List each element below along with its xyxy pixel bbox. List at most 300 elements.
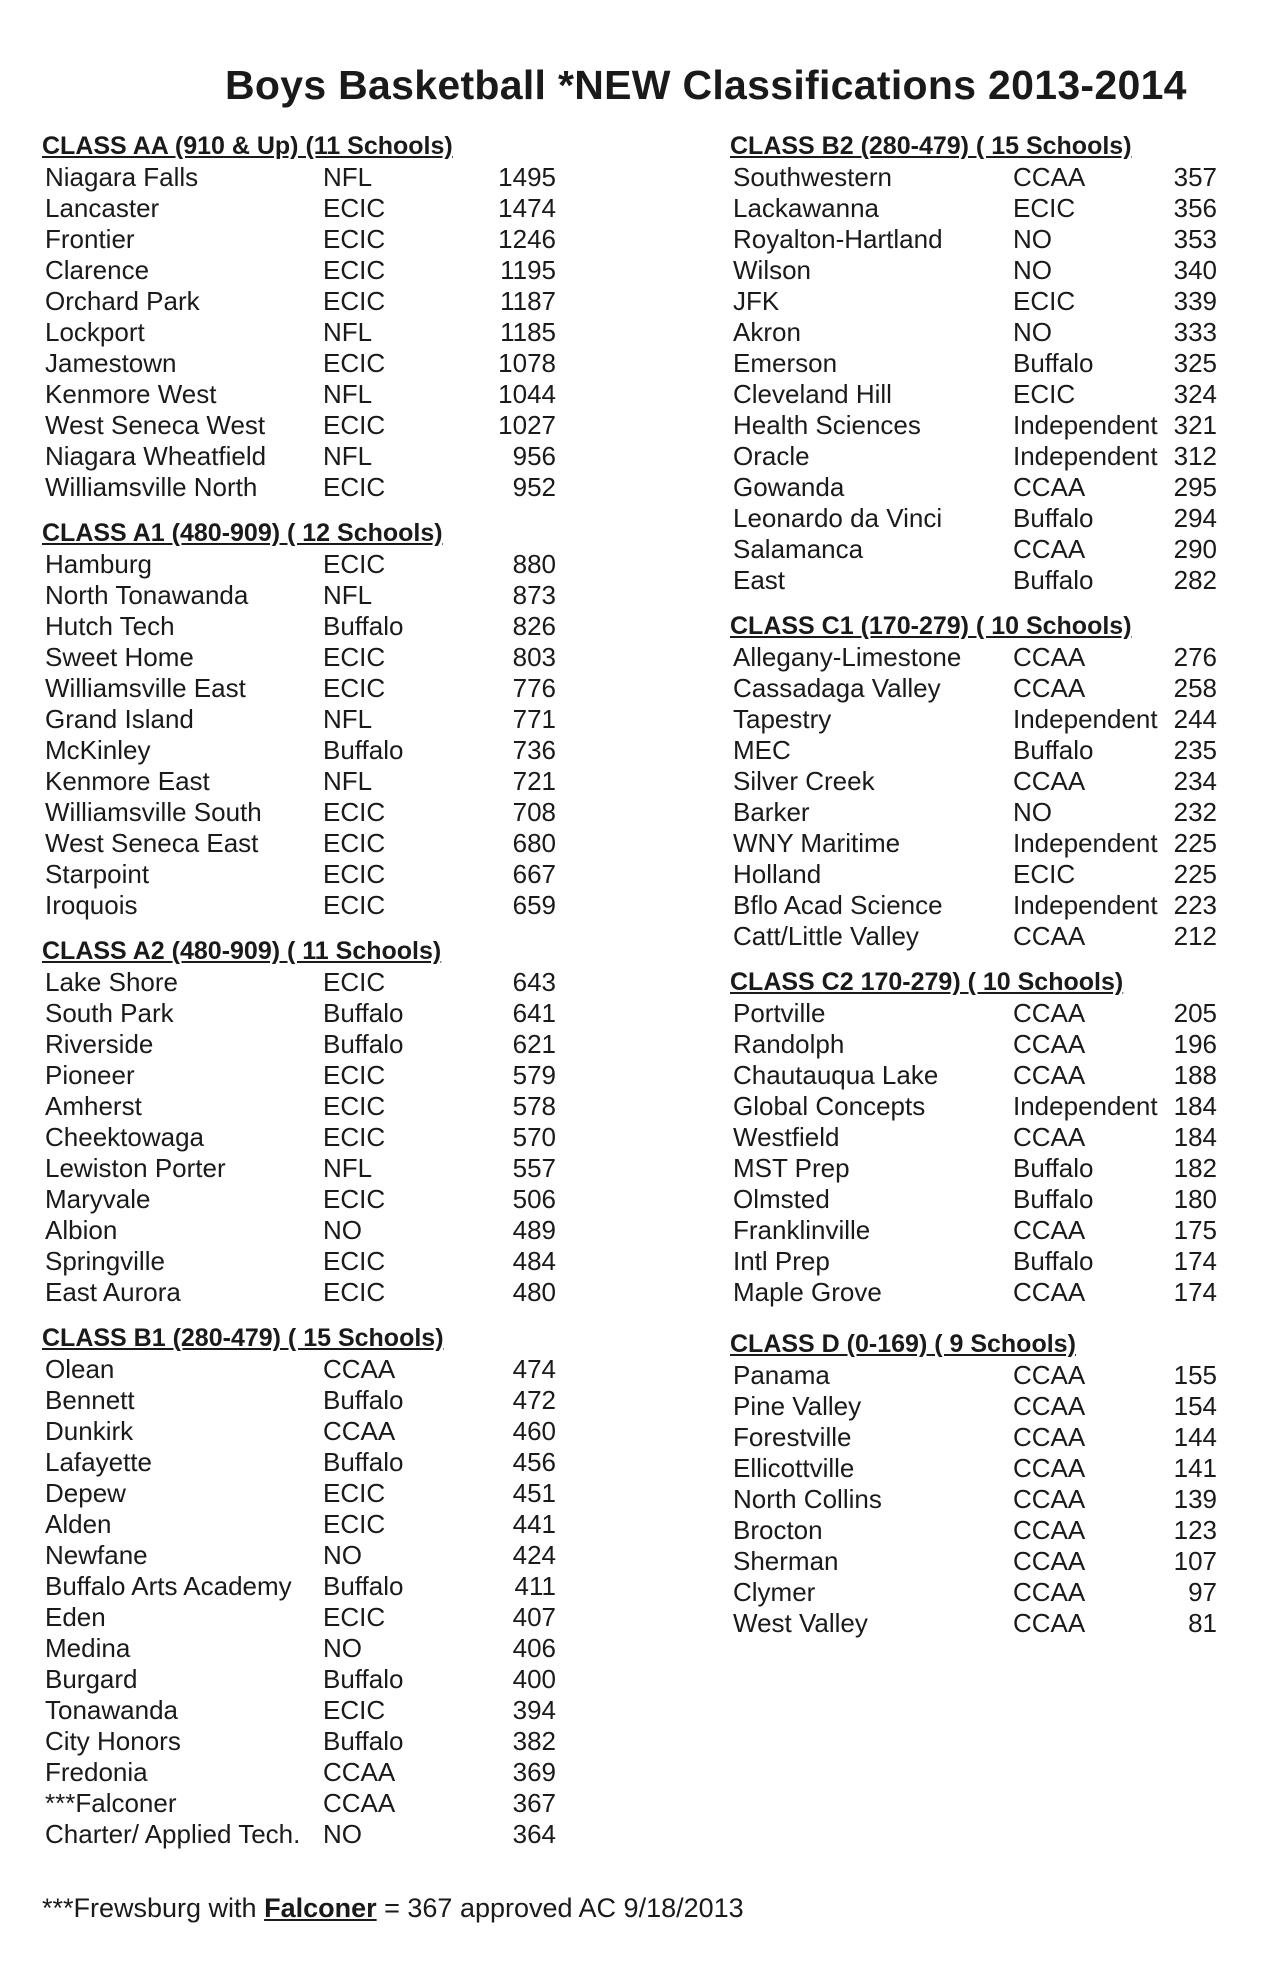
league: ECIC (323, 828, 386, 858)
enrollment: 276 (1173, 642, 1217, 672)
enrollment: 324 (1173, 379, 1217, 409)
league: ECIC (323, 224, 386, 254)
school-row (730, 642, 1230, 673)
school-name: WNY Maritime (733, 828, 901, 858)
school-name: Lafayette (45, 1447, 152, 1477)
league: ECIC (323, 1060, 386, 1090)
school-row (42, 1726, 556, 1757)
enrollment: 1495 (498, 162, 556, 192)
league: CCAA (323, 1788, 396, 1818)
school-row (42, 580, 556, 611)
school-name: Brocton (733, 1515, 823, 1545)
school-row (42, 162, 556, 193)
school-row (42, 348, 556, 379)
school-name: Olmsted (733, 1184, 830, 1214)
school-list (42, 549, 556, 921)
school-row (730, 1060, 1230, 1091)
enrollment: 367 (512, 1788, 556, 1818)
enrollment: 579 (512, 1060, 556, 1090)
league: CCAA (1013, 673, 1086, 703)
enrollment: 474 (512, 1354, 556, 1384)
league: CCAA (1013, 642, 1086, 672)
league: NFL (323, 766, 373, 796)
school-row (42, 1029, 556, 1060)
school-row (42, 1385, 556, 1416)
enrollment: 460 (512, 1416, 556, 1446)
school-row (730, 735, 1230, 766)
league: ECIC (323, 1695, 386, 1725)
school-name: Alden (45, 1509, 112, 1539)
school-name: Grand Island (45, 704, 194, 734)
footnote (42, 1893, 744, 1924)
enrollment: 174 (1173, 1277, 1217, 1307)
enrollment: 659 (512, 890, 556, 920)
enrollment: 340 (1173, 255, 1217, 285)
class-section (42, 517, 556, 921)
school-name: Lewiston Porter (45, 1153, 226, 1183)
league: Buffalo (1013, 348, 1094, 378)
league: Buffalo (323, 735, 404, 765)
school-row (730, 1608, 1230, 1639)
school-name: Franklinville (733, 1215, 871, 1245)
league: NFL (323, 317, 373, 347)
school-row (42, 1091, 556, 1122)
league: CCAA (1013, 1422, 1086, 1452)
school-name: Williamsville North (45, 472, 258, 502)
league: CCAA (1013, 1029, 1086, 1059)
school-row (730, 441, 1230, 472)
enrollment: 407 (512, 1602, 556, 1632)
school-name: Kenmore East (45, 766, 210, 796)
school-row (730, 1277, 1230, 1308)
enrollment: 1187 (500, 286, 556, 316)
school-name: Hutch Tech (45, 611, 175, 641)
league: ECIC (323, 193, 386, 223)
enrollment: 175 (1173, 1215, 1217, 1245)
league: NO (323, 1215, 362, 1245)
league: NO (323, 1540, 362, 1570)
enrollment: 736 (512, 735, 556, 765)
school-row (42, 611, 556, 642)
school-name: MEC (733, 735, 791, 765)
school-name: Oracle (733, 441, 810, 471)
school-row (42, 1122, 556, 1153)
school-name: Westfield (733, 1122, 840, 1152)
league: ECIC (323, 1122, 386, 1152)
league: CCAA (1013, 1060, 1086, 1090)
enrollment: 212 (1173, 921, 1217, 951)
enrollment: 956 (512, 441, 556, 471)
enrollment: 489 (512, 1215, 556, 1245)
school-name: Albion (45, 1215, 118, 1245)
school-list (730, 642, 1230, 952)
school-row (42, 1819, 556, 1850)
school-name: Amherst (45, 1091, 142, 1121)
school-row (730, 1091, 1230, 1122)
league: ECIC (323, 967, 386, 997)
enrollment: 708 (512, 797, 556, 827)
enrollment: 294 (1173, 503, 1217, 533)
league: CCAA (1013, 1453, 1086, 1483)
enrollment: 369 (512, 1757, 556, 1787)
school-row (42, 642, 556, 673)
school-row (730, 348, 1230, 379)
school-row (42, 255, 556, 286)
school-row (42, 704, 556, 735)
enrollment: 353 (1173, 224, 1217, 254)
league: NFL (323, 1153, 373, 1183)
school-row (42, 998, 556, 1029)
school-row (42, 410, 556, 441)
enrollment: 578 (512, 1091, 556, 1121)
school-row (42, 1540, 556, 1571)
enrollment: 484 (512, 1246, 556, 1276)
enrollment: 321 (1173, 410, 1217, 440)
enrollment: 1027 (498, 410, 556, 440)
section-heading: CLASS B1 (280-479) ( 15 Schools) (42, 1324, 444, 1352)
school-name: Starpoint (45, 859, 150, 889)
enrollment: 411 (514, 1571, 556, 1601)
league: Buffalo (1013, 565, 1094, 595)
enrollment: 570 (512, 1122, 556, 1152)
league: Independent (1013, 1091, 1158, 1121)
enrollment: 223 (1173, 890, 1217, 920)
section-heading: CLASS B2 (280-479) ( 15 Schools) (730, 132, 1132, 160)
school-row (42, 286, 556, 317)
enrollment: 643 (512, 967, 556, 997)
enrollment: 184 (1173, 1091, 1217, 1121)
enrollment: 155 (1173, 1360, 1217, 1390)
enrollment: 721 (512, 766, 556, 796)
class-section (42, 935, 556, 1308)
school-row (730, 1577, 1230, 1608)
school-name: JFK (733, 286, 780, 316)
league: ECIC (323, 348, 386, 378)
league: Buffalo (323, 998, 404, 1028)
school-name: ***Falconer (45, 1788, 177, 1818)
school-name: Panama (733, 1360, 830, 1390)
league: CCAA (1013, 534, 1086, 564)
school-row (730, 224, 1230, 255)
enrollment: 451 (512, 1478, 556, 1508)
school-name: Olean (45, 1354, 115, 1384)
enrollment: 107 (1173, 1546, 1217, 1576)
school-name: Burgard (45, 1664, 138, 1694)
enrollment: 1474 (498, 193, 556, 223)
school-name: Lancaster (45, 193, 160, 223)
school-name: Charter/ Applied Tech. (45, 1819, 301, 1849)
league: NO (1013, 255, 1052, 285)
school-row (730, 1360, 1230, 1391)
school-row (42, 1060, 556, 1091)
school-row (42, 317, 556, 348)
league: NO (1013, 317, 1052, 347)
enrollment: 1078 (498, 348, 556, 378)
enrollment: 667 (512, 859, 556, 889)
league: Buffalo (323, 1447, 404, 1477)
school-row (42, 967, 556, 998)
enrollment: 356 (1173, 193, 1217, 223)
school-name: Buffalo Arts Academy (45, 1571, 292, 1601)
enrollment: 472 (512, 1385, 556, 1415)
school-row (42, 1509, 556, 1540)
league: NO (1013, 224, 1052, 254)
league: ECIC (323, 859, 386, 889)
school-row (730, 673, 1230, 704)
school-row (42, 1602, 556, 1633)
league: CCAA (1013, 1215, 1086, 1245)
school-name: Dunkirk (45, 1416, 134, 1446)
school-list (42, 1354, 556, 1850)
school-name: Medina (45, 1633, 131, 1663)
league: ECIC (1013, 286, 1076, 316)
section-heading: CLASS A1 (480-909) ( 12 Schools) (42, 519, 443, 547)
footnote-prefix: ***Frewsburg with (42, 1893, 265, 1923)
school-list (730, 998, 1230, 1308)
school-row (42, 797, 556, 828)
school-name: Global Concepts (733, 1091, 926, 1121)
league: ECIC (323, 673, 386, 703)
enrollment: 225 (1173, 859, 1217, 889)
league: CCAA (1013, 1484, 1086, 1514)
school-name: Williamsville East (45, 673, 246, 703)
school-row (730, 1184, 1230, 1215)
enrollment: 641 (512, 998, 556, 1028)
school-row (42, 890, 556, 921)
school-name: Southwestern (733, 162, 892, 192)
school-name: Lake Shore (45, 967, 178, 997)
school-name: Niagara Wheatfield (45, 441, 267, 471)
school-row (730, 890, 1230, 921)
school-name: Sherman (733, 1546, 839, 1576)
enrollment: 174 (1173, 1246, 1217, 1276)
league: NFL (323, 704, 373, 734)
school-name: Sweet Home (45, 642, 194, 672)
school-row (730, 286, 1230, 317)
league: CCAA (1013, 921, 1086, 951)
school-name: Orchard Park (45, 286, 200, 316)
school-row (42, 1757, 556, 1788)
enrollment: 1044 (498, 379, 556, 409)
school-name: Intl Prep (733, 1246, 830, 1276)
league: CCAA (1013, 1608, 1086, 1638)
league: Buffalo (1013, 735, 1094, 765)
league: ECIC (323, 642, 386, 672)
school-row (730, 1484, 1230, 1515)
enrollment: 1195 (500, 255, 556, 285)
league: Buffalo (323, 1029, 404, 1059)
enrollment: 235 (1173, 735, 1217, 765)
school-row (42, 766, 556, 797)
league: CCAA (1013, 766, 1086, 796)
enrollment: 1185 (500, 317, 556, 347)
school-name: Frontier (45, 224, 135, 254)
school-row (730, 766, 1230, 797)
school-row (42, 193, 556, 224)
enrollment: 232 (1173, 797, 1217, 827)
school-row (42, 224, 556, 255)
school-row (42, 472, 556, 503)
school-name: Springville (45, 1246, 165, 1276)
school-row (730, 193, 1230, 224)
enrollment: 196 (1173, 1029, 1217, 1059)
school-row (730, 565, 1230, 596)
enrollment: 480 (512, 1277, 556, 1307)
school-row (42, 1354, 556, 1385)
league: Buffalo (323, 1726, 404, 1756)
school-row (730, 162, 1230, 193)
school-name: Clarence (45, 255, 150, 285)
school-name: Riverside (45, 1029, 154, 1059)
league: ECIC (323, 1602, 386, 1632)
school-name: Newfane (45, 1540, 148, 1570)
enrollment: 97 (1188, 1577, 1217, 1607)
section-heading: CLASS C1 (170-279) ( 10 Schools) (730, 612, 1132, 640)
school-name: Kenmore West (45, 379, 217, 409)
league: CCAA (1013, 1277, 1086, 1307)
league: CCAA (1013, 1360, 1086, 1390)
school-name: West Seneca East (45, 828, 259, 858)
league: Independent (1013, 441, 1158, 471)
footnote-suffix: = 367 approved AC 9/18/2013 (376, 1893, 744, 1923)
school-list (730, 1360, 1230, 1639)
page-title: Boys Basketball *NEW Classifications 2013-2014 (225, 62, 1187, 108)
school-row (42, 1153, 556, 1184)
league: Buffalo (323, 1571, 404, 1601)
school-name: Eden (45, 1602, 106, 1632)
league: CCAA (1013, 1577, 1086, 1607)
school-name: MST Prep (733, 1153, 850, 1183)
class-section (730, 1328, 1230, 1639)
school-row (730, 1122, 1230, 1153)
enrollment: 290 (1173, 534, 1217, 564)
school-row (42, 1215, 556, 1246)
school-row (730, 410, 1230, 441)
school-name: Catt/Little Valley (733, 921, 919, 951)
school-row (730, 1422, 1230, 1453)
league: ECIC (323, 1478, 386, 1508)
school-name: Pine Valley (733, 1391, 862, 1421)
school-name: Bennett (45, 1385, 135, 1415)
school-name: McKinley (45, 735, 151, 765)
league: ECIC (323, 1184, 386, 1214)
enrollment: 234 (1173, 766, 1217, 796)
enrollment: 144 (1173, 1422, 1217, 1452)
school-name: Tapestry (733, 704, 832, 734)
enrollment: 225 (1173, 828, 1217, 858)
school-list (730, 162, 1230, 596)
league: CCAA (1013, 1546, 1086, 1576)
league: Independent (1013, 828, 1158, 858)
league: Independent (1013, 410, 1158, 440)
school-name: Tonawanda (45, 1695, 178, 1725)
enrollment: 776 (512, 673, 556, 703)
league: ECIC (1013, 379, 1076, 409)
league: CCAA (1013, 1515, 1086, 1545)
enrollment: 154 (1173, 1391, 1217, 1421)
school-name: Chautauqua Lake (733, 1060, 939, 1090)
school-row (730, 503, 1230, 534)
school-name: Akron (733, 317, 801, 347)
school-row (42, 1695, 556, 1726)
school-row (730, 379, 1230, 410)
enrollment: 506 (512, 1184, 556, 1214)
school-row (730, 1515, 1230, 1546)
enrollment: 123 (1173, 1515, 1217, 1545)
league: Buffalo (1013, 1153, 1094, 1183)
school-name: Leonardo da Vinci (733, 503, 943, 533)
enrollment: 880 (512, 549, 556, 579)
enrollment: 325 (1173, 348, 1217, 378)
league: ECIC (323, 549, 386, 579)
league: Buffalo (1013, 1246, 1094, 1276)
school-name: Wilson (733, 255, 812, 285)
enrollment: 382 (512, 1726, 556, 1756)
enrollment: 680 (512, 828, 556, 858)
school-name: Gowanda (733, 472, 845, 502)
school-name: West Valley (733, 1608, 868, 1638)
school-row (42, 1664, 556, 1695)
league: CCAA (1013, 162, 1086, 192)
school-name: Salamanca (733, 534, 864, 564)
school-row (730, 255, 1230, 286)
right-column (730, 130, 1230, 1639)
school-row (42, 1571, 556, 1602)
school-name: Lockport (45, 317, 145, 347)
section-heading: CLASS AA (910 & Up) (11 Schools) (42, 132, 453, 160)
league: CCAA (1013, 1391, 1086, 1421)
school-name: South Park (45, 998, 174, 1028)
league: NO (1013, 797, 1052, 827)
school-row (42, 735, 556, 766)
school-row (730, 317, 1230, 348)
enrollment: 282 (1173, 565, 1217, 595)
school-name: Barker (733, 797, 810, 827)
section-heading: CLASS A2 (480-909) ( 11 Schools) (42, 937, 442, 965)
school-row (42, 859, 556, 890)
school-row (42, 1447, 556, 1478)
school-name: North Collins (733, 1484, 882, 1514)
class-section (730, 966, 1230, 1308)
league: Independent (1013, 890, 1158, 920)
school-row (42, 1478, 556, 1509)
school-name: Randolph (733, 1029, 845, 1059)
school-row (730, 921, 1230, 952)
class-section (730, 610, 1230, 952)
league: NFL (323, 162, 373, 192)
school-row (730, 1453, 1230, 1484)
enrollment: 244 (1173, 704, 1217, 734)
school-name: Ellicottville (733, 1453, 855, 1483)
enrollment: 400 (512, 1664, 556, 1694)
school-name: Maryvale (45, 1184, 151, 1214)
league: ECIC (323, 255, 386, 285)
enrollment: 205 (1173, 998, 1217, 1028)
school-name: Lackawanna (733, 193, 879, 223)
class-section (42, 1322, 556, 1850)
enrollment: 188 (1173, 1060, 1217, 1090)
school-row (730, 1546, 1230, 1577)
league: ECIC (323, 797, 386, 827)
league: CCAA (1013, 472, 1086, 502)
school-list (42, 967, 556, 1308)
school-name: Forestville (733, 1422, 852, 1452)
enrollment: 295 (1173, 472, 1217, 502)
league: ECIC (323, 1509, 386, 1539)
enrollment: 803 (512, 642, 556, 672)
enrollment: 364 (512, 1819, 556, 1849)
league: ECIC (323, 1091, 386, 1121)
